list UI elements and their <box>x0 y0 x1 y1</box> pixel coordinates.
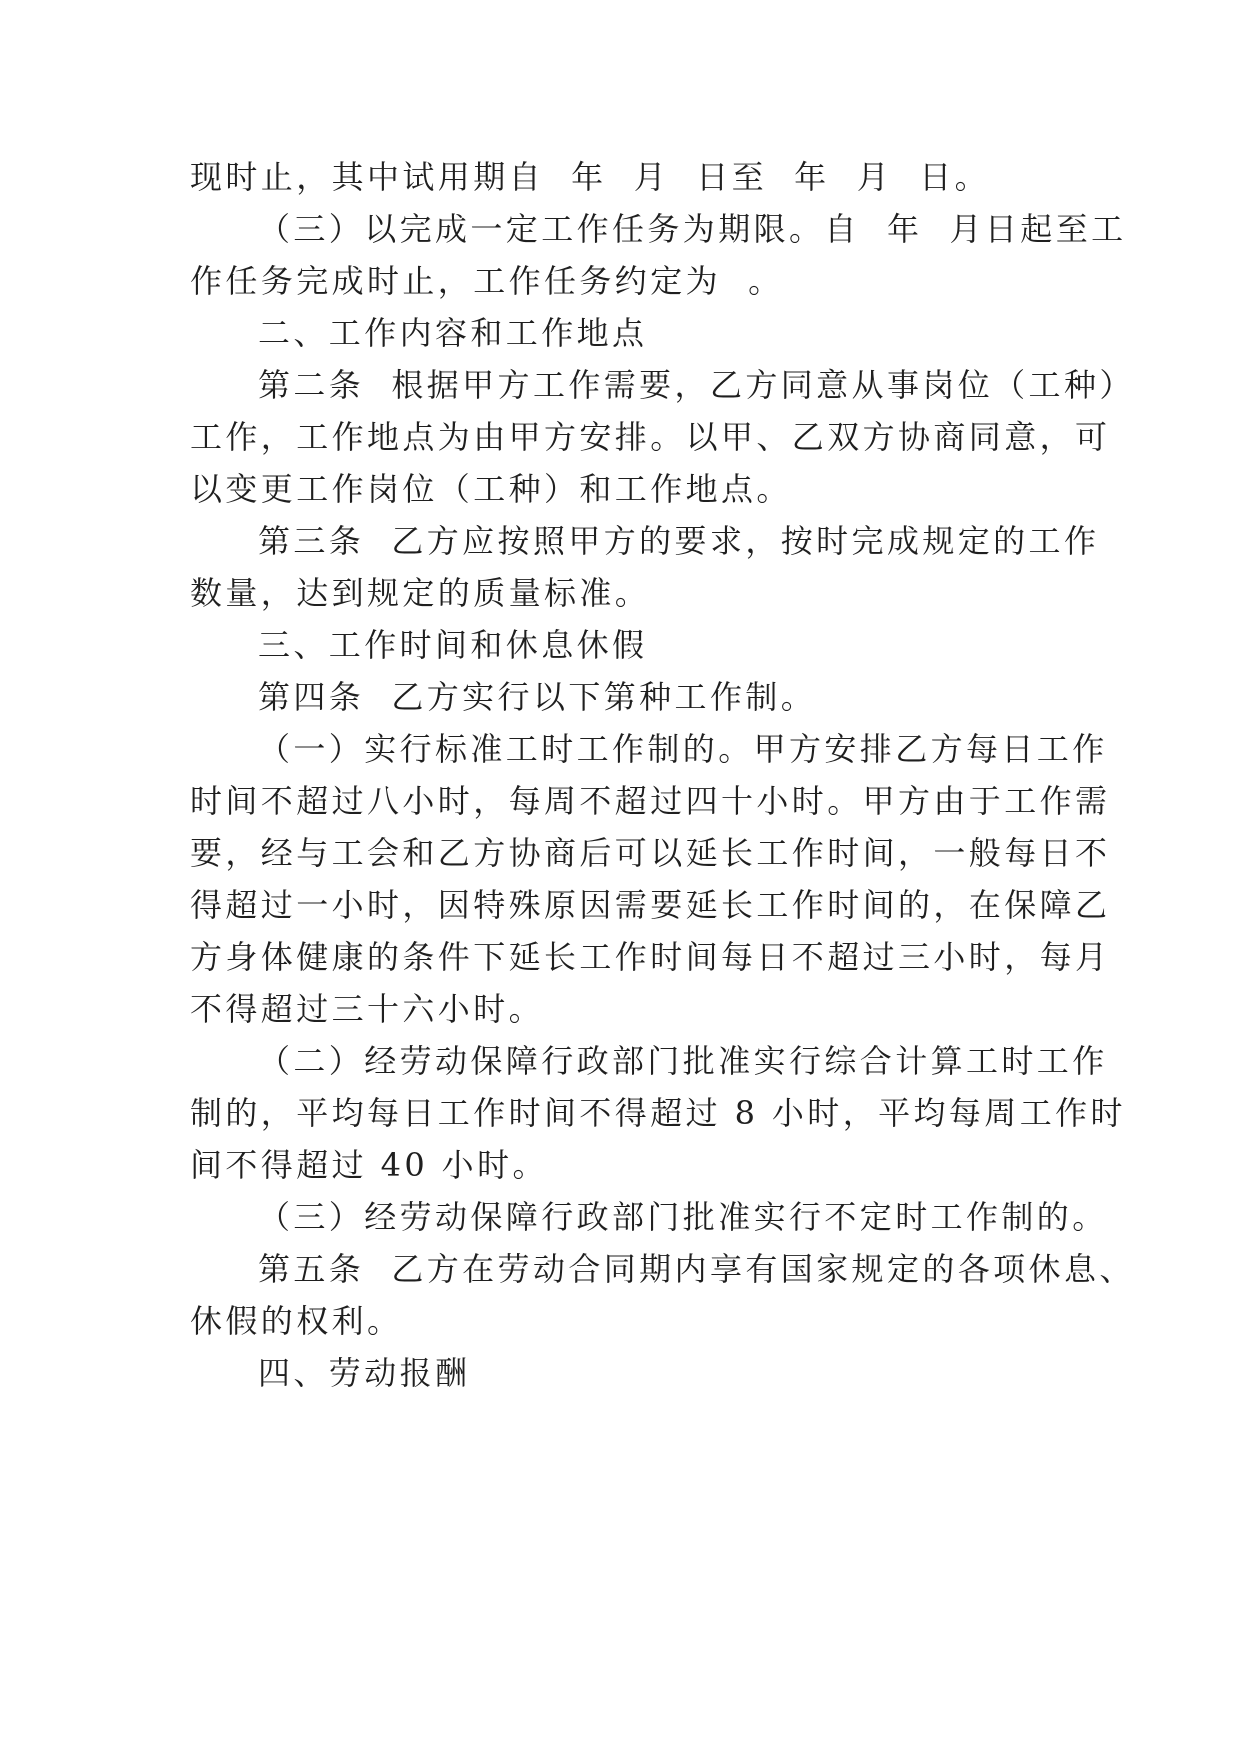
text-line: 数量，达到规定的质量标准。 <box>190 574 651 612</box>
section-heading: 二、工作内容和工作地点 <box>258 314 648 352</box>
text-line: 不得超过三十六小时。 <box>190 990 545 1028</box>
text-line: 作任务完成时止，工作任务约定为 。 <box>190 262 784 300</box>
section-heading: 三、工作时间和休息休假 <box>258 626 648 664</box>
text-line: 第四条 乙方实行以下第种工作制。 <box>258 678 817 716</box>
text-line: 得超过一小时，因特殊原因需要延长工作时间的，在保障乙 <box>190 886 1111 924</box>
text-line: 第三条 乙方应按照甲方的要求，按时完成规定的工作 <box>258 522 1100 560</box>
text-line: （三）以完成一定工作任务为期限。自 年 月日起至工 <box>258 210 1127 248</box>
text-line: （二）经劳动保障行政部门批准实行综合计算工时工作 <box>258 1042 1108 1080</box>
text-line: 第二条 根据甲方工作需要，乙方同意从事岗位（工种） <box>258 366 1135 404</box>
text-line: 休假的权利。 <box>190 1302 403 1340</box>
text-line: 以变更工作岗位（工种）和工作地点。 <box>190 470 792 508</box>
text-line: 工作，工作地点为由甲方安排。以甲、乙双方协商同意，可 <box>190 418 1111 456</box>
text-line: 方身体健康的条件下延长工作时间每日不超过三小时，每月 <box>190 938 1111 976</box>
text-line: 间不得超过 40 小时。 <box>190 1146 548 1184</box>
document-body <box>190 158 1135 1392</box>
text-line: 现时止，其中试用期自 年 月 日至 年 月 日。 <box>190 158 991 196</box>
text-line: （三）经劳动保障行政部门批准实行不定时工作制的。 <box>258 1198 1108 1236</box>
text-line: （一）实行标准工时工作制的。甲方安排乙方每日工作 <box>258 730 1108 768</box>
section-heading: 四、劳动报酬 <box>258 1354 471 1392</box>
text-line: 时间不超过八小时，每周不超过四十小时。甲方由于工作需 <box>190 782 1111 820</box>
text-line: 要，经与工会和乙方协商后可以延长工作时间，一般每日不 <box>190 834 1111 872</box>
text-line: 制的，平均每日工作时间不得超过 8 小时，平均每周工作时 <box>190 1094 1126 1132</box>
text-line: 第五条 乙方在劳动合同期内享有国家规定的各项休息、 <box>258 1250 1135 1288</box>
